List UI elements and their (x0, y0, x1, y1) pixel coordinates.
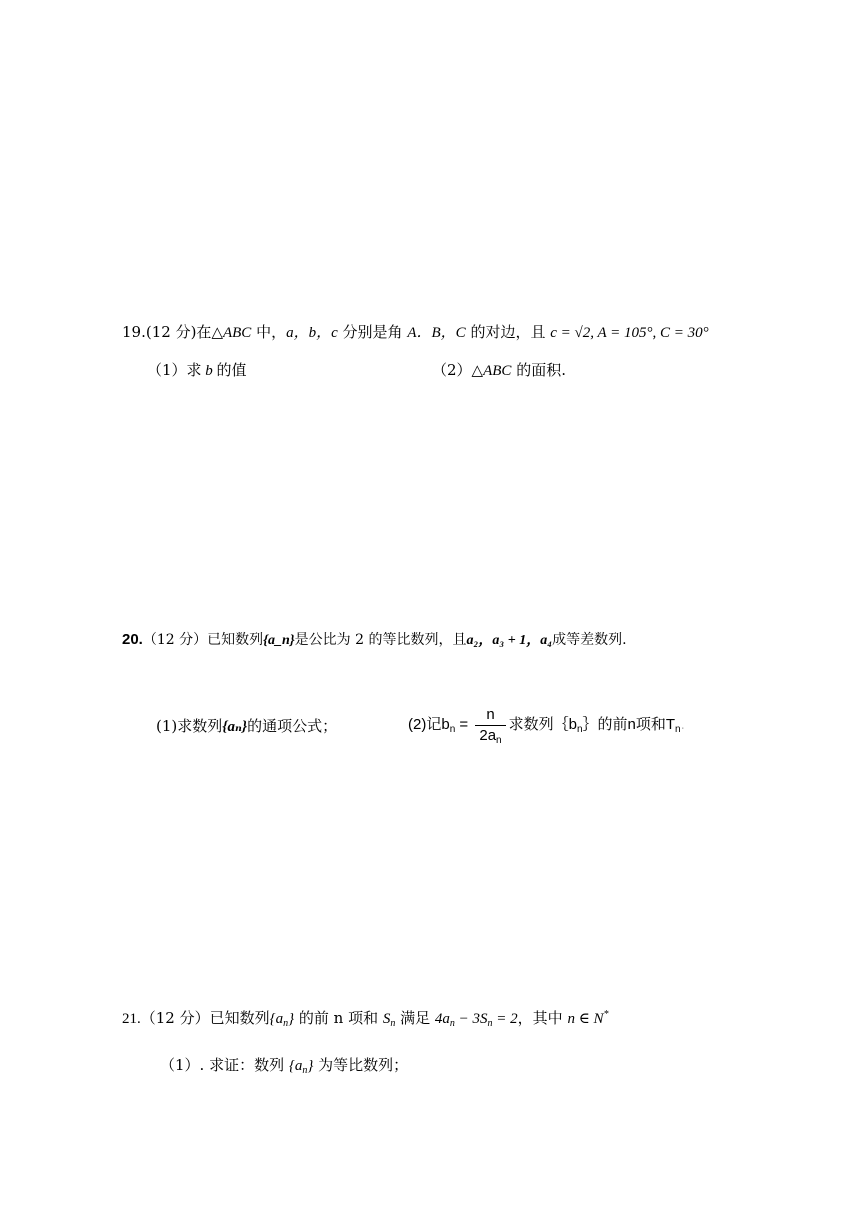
q21-eq-main: 4a (434, 1011, 450, 1027)
q21-text3: 满足 (395, 1009, 435, 1027)
q21-part1-seq (289, 1058, 314, 1074)
q19-abc-lower: a，b，c (286, 325, 338, 341)
q21-text4: ，其中 (517, 1009, 568, 1027)
q21-text: 已知数列 (209, 1009, 270, 1027)
q21-part1-text: 为等比数列； (313, 1056, 409, 1074)
q19-number: 19. (122, 323, 146, 341)
q21-number: 21. (122, 1011, 141, 1027)
q19-text-mid1: 中， (251, 323, 287, 341)
q20-part2-end: . (680, 716, 685, 733)
q21-eq (435, 1011, 518, 1027)
q20-text: 已知数列 (207, 632, 264, 648)
q19-part1-var: b (201, 363, 217, 379)
q20-part1-text: 的通项公式； (247, 717, 338, 735)
q20-part2-label: (2)记b (408, 716, 450, 733)
q20-text2: 是公比为 2 的等比数列，且 (294, 632, 467, 648)
q21-part1 (160, 1055, 408, 1076)
q21-cond-sup: * (603, 1009, 609, 1020)
q19-part1 (147, 360, 247, 381)
q20-fraction (475, 707, 505, 744)
q20-part1-seq: {aₙ} (222, 719, 248, 735)
q20-frac-den (475, 726, 505, 744)
q19-part1-text: 的值 (216, 361, 247, 379)
q20-score: （12 分） (142, 632, 208, 648)
q21-seq (270, 1011, 295, 1027)
q20-part2-text2-sub: n (675, 724, 681, 735)
q20-part2-sub: n (449, 724, 456, 735)
q21-cond-main: n ∈ N (567, 1011, 604, 1027)
q21-text2: 的前 n 项和 (294, 1009, 383, 1027)
q19-part2-text: 的面积. (511, 361, 566, 379)
q21-eq3: = 2 (492, 1011, 518, 1027)
q20-part2-text2: ｝的前n项和T (582, 716, 676, 733)
q19-condition: c = √2, A = 105°, C = 30° (550, 325, 709, 341)
q19-part2 (432, 360, 566, 381)
q19-part2-tri: △ (471, 361, 484, 379)
q21-cond (567, 1011, 608, 1027)
q20-part1-label: (1)求数列 (156, 717, 223, 735)
q19-text-mid2: 分别是角 (337, 323, 408, 341)
q21-sn-sub: n (390, 1018, 396, 1029)
q19-part2-label: （2） (432, 361, 472, 379)
q21-seq-sub: n (283, 1018, 289, 1029)
q21-eq2: − 3S (454, 1011, 488, 1027)
q19-part2-abc: ABC (483, 363, 512, 379)
q20-part2 (408, 702, 685, 748)
q21-sn (383, 1011, 396, 1027)
q20-seq: {a_n} (263, 633, 295, 648)
q19-text-mid3: 的对边，且 (465, 323, 546, 341)
q19-score: (12 分) (145, 323, 197, 341)
q19-angles: A．B，C (407, 325, 466, 341)
q20-frac-num: n (475, 707, 505, 726)
q20-terms: a₂，a₃ + 1，a₄ (466, 633, 553, 648)
q21-score: （12 分） (140, 1009, 210, 1027)
q20-part1 (156, 716, 337, 737)
q21-seq-end: } (288, 1011, 295, 1027)
q21-seq-main: {a (269, 1011, 284, 1027)
q20-text3: 成等差数列. (552, 632, 627, 648)
q20-part2-text: 求数列｛b (508, 716, 577, 733)
q21-eq2-sub: n (487, 1018, 493, 1029)
q21-part1-seq-sub: n (302, 1065, 308, 1076)
q19-triangle: △ (211, 323, 223, 341)
q20-frac-den-main: 2a (479, 726, 497, 744)
q19-abc: ABC (222, 325, 252, 341)
q21-part1-seq-end: } (307, 1058, 314, 1074)
q20-frac-den-sub: n (496, 734, 502, 746)
q21-sn-main: S (382, 1011, 391, 1027)
q20-line (122, 630, 627, 651)
q21-part1-seq-main: {a (288, 1058, 303, 1074)
q21-eq-sub: n (449, 1018, 455, 1029)
q20-number: 20. (122, 631, 143, 648)
q19-line (122, 322, 709, 343)
q21-part1-label: （1）. 求证：数列 (160, 1056, 289, 1074)
q19-text-pre: 在 (196, 323, 212, 341)
q19-part1-label: （1）求 (147, 361, 202, 379)
q21-line (122, 1008, 609, 1029)
q20-part2-eq: = (455, 716, 473, 733)
q20-part2-text-sub: n (576, 724, 583, 735)
